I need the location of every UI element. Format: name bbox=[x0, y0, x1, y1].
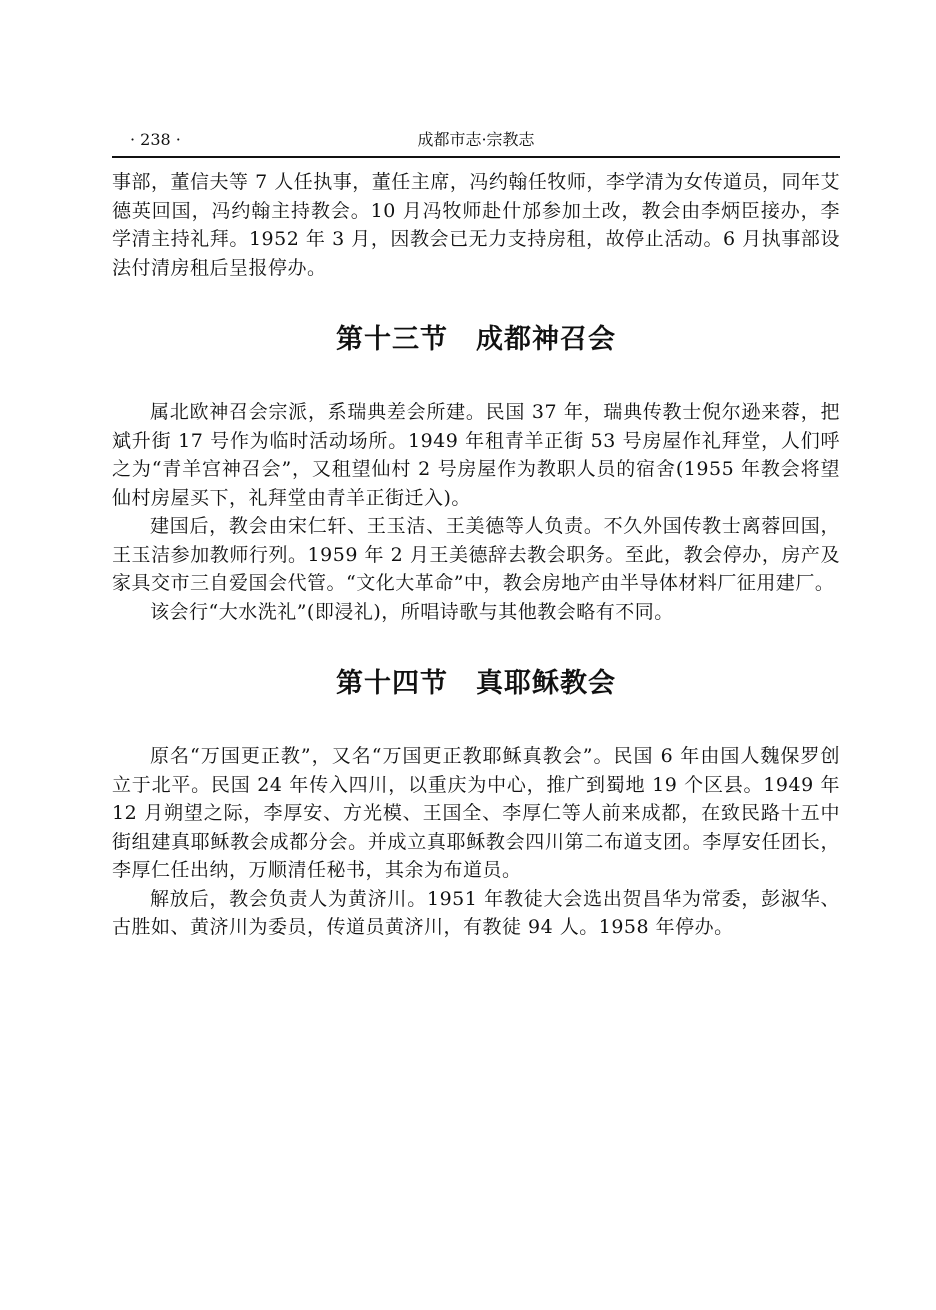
page-body bbox=[112, 168, 840, 942]
running-title: 成都市志·宗教志 bbox=[417, 130, 535, 149]
intro-paragraph: 事部，董信夫等 7 人任执事，董任主席，冯约翰任牧师，李学清为女传道员，同年艾德英回国，冯约翰主持教会。10 月冯牧师赴什邡参加土改，教会由李炳臣接办，李学清主持礼拜。1952 年 3 月，因教会已无力支持房租，故停止活动。6 月执事部设法付清房租后呈报停办。 bbox=[112, 171, 840, 279]
paragraph: 解放后，教会负责人为黄济川。1951 年教徒大会选出贺昌华为常委，彭淑华、古胜如、黄济川为委员，传道员黄济川，有教徒 94 人。1958 年停办。 bbox=[112, 887, 840, 938]
paragraph: 属北欧神召会宗派，系瑞典差会所建。民国 37 年，瑞典传教士倪尔逊来蓉，把斌升街 17 号作为临时活动场所。1949 年租青羊正街 53 号房屋作礼拜堂，人们呼之为“青羊宫神召会”，又租望仙村 2 号房屋作为教职人员的宿舍(1955 年教会将望仙村房屋买下，礼拜堂由青羊正街迁入)。 bbox=[112, 401, 840, 509]
paragraph: 该会行“大水洗礼”(即浸礼)，所唱诗歌与其他教会略有不同。 bbox=[150, 600, 674, 623]
header-rule bbox=[112, 156, 840, 158]
section-title: 第十三节 成都神召会 bbox=[336, 324, 616, 355]
paragraph: 建国后，教会由宋仁轩、王玉洁、王美德等人负责。不久外国传教士离蓉回国，王玉洁参加教师行列。1959 年 2 月王美德辞去教会职务。至此，教会停办，房产及家具交市三自爱国会代管。“文化大革命”中，教会房地产由半导体材料厂征用建厂。 bbox=[112, 515, 840, 594]
page-number: · 238 · bbox=[130, 130, 181, 149]
section-title: 第十四节 真耶稣教会 bbox=[336, 668, 616, 699]
page-header bbox=[112, 127, 840, 153]
paragraph: 原名“万国更正教”，又名“万国更正教耶稣真教会”。民国 6 年由国人魏保罗创立于北平。民国 24 年传入四川，以重庆为中心，推广到蜀地 19 个区县。1949 年 12 月朔望之际，李厚安、方光模、王国全、李厚仁等人前来成都，在致民路十五中街组建真耶稣教会成都分会。并成立真耶稣教会四川第二布道支团。李厚安任团长，李厚仁任出纳，万顺清任秘书，其余为布道员。 bbox=[112, 745, 840, 881]
